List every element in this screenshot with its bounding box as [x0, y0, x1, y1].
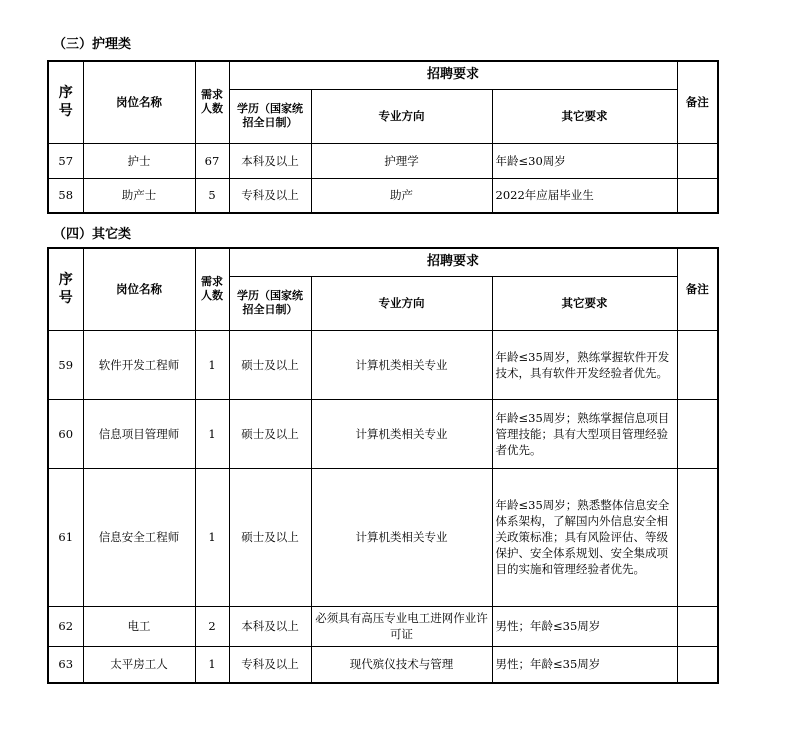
header-name: 岗位名称: [83, 61, 195, 143]
cell-name: 信息安全工程师: [83, 468, 195, 606]
cell-major: 计算机类相关专业: [311, 468, 492, 606]
cell-name: 助产士: [83, 178, 195, 213]
cell-other: 年龄≤35周岁；熟练掌握信息项目管理技能；具有大型项目管理经验者优先。: [492, 399, 677, 468]
cell-major: 护理学: [311, 143, 492, 178]
cell-name: 护士: [83, 143, 195, 178]
cell-education: 硕士及以上: [229, 399, 311, 468]
cell-seq: 63: [48, 646, 83, 683]
cell-other: 2022年应届毕业生: [492, 178, 677, 213]
cell-seq: 60: [48, 399, 83, 468]
cell-education: 硕士及以上: [229, 468, 311, 606]
cell-count: 1: [195, 646, 229, 683]
cell-count: 5: [195, 178, 229, 213]
header-education: 学历（国家统招全日制）: [229, 276, 311, 330]
cell-count: 2: [195, 606, 229, 646]
header-major: 专业方向: [311, 276, 492, 330]
section-title-other: （四）其它类: [53, 227, 132, 242]
cell-seq: 57: [48, 143, 83, 178]
cell-name: 电工: [83, 606, 195, 646]
cell-name: 软件开发工程师: [83, 330, 195, 399]
header-requirements: 招聘要求: [229, 61, 677, 89]
cell-major: 计算机类相关专业: [311, 399, 492, 468]
cell-remark: [677, 143, 718, 178]
cell-seq: 58: [48, 178, 83, 213]
cell-remark: [677, 646, 718, 683]
cell-major: 必须具有高压专业电工进网作业许可证: [311, 606, 492, 646]
table-row: [48, 606, 718, 646]
header-count: 需求人数: [195, 61, 229, 143]
cell-name: 信息项目管理师: [83, 399, 195, 468]
header-seq: 序号: [48, 61, 83, 143]
header-education: 学历（国家统招全日制）: [229, 89, 311, 143]
cell-major: 助产: [311, 178, 492, 213]
cell-education: 本科及以上: [229, 143, 311, 178]
header-remark: 备注: [677, 248, 718, 330]
header-seq: 序号: [48, 248, 83, 330]
cell-major: 计算机类相关专业: [311, 330, 492, 399]
cell-education: 硕士及以上: [229, 330, 311, 399]
other-table: [47, 247, 719, 684]
table-row: [48, 178, 718, 213]
cell-count: 1: [195, 468, 229, 606]
cell-other: 男性；年龄≤35周岁: [492, 646, 677, 683]
cell-major: 现代殡仪技术与管理: [311, 646, 492, 683]
cell-remark: [677, 399, 718, 468]
table-row: [48, 143, 718, 178]
cell-other: 年龄≤35周岁；熟悉整体信息安全体系架构，了解国内外信息安全相关政策标准；具有风险评估、等级保护、安全体系规划、安全集成项目的实施和管理经验者优先。: [492, 468, 677, 606]
header-name: 岗位名称: [83, 248, 195, 330]
cell-remark: [677, 606, 718, 646]
nursing-table: [47, 60, 719, 214]
table-row: [48, 468, 718, 606]
cell-remark: [677, 330, 718, 399]
table-row: [48, 330, 718, 399]
cell-other: 年龄≤35周岁，熟练掌握软件开发技术，具有软件开发经验者优先。: [492, 330, 677, 399]
cell-seq: 59: [48, 330, 83, 399]
header-count: 需求人数: [195, 248, 229, 330]
cell-count: 1: [195, 399, 229, 468]
table-row: [48, 399, 718, 468]
header-major: 专业方向: [311, 89, 492, 143]
header-requirements: 招聘要求: [229, 248, 677, 276]
cell-education: 本科及以上: [229, 606, 311, 646]
cell-education: 专科及以上: [229, 178, 311, 213]
header-remark: 备注: [677, 61, 718, 143]
cell-count: 1: [195, 330, 229, 399]
cell-remark: [677, 468, 718, 606]
section-title-nursing: （三）护理类: [53, 37, 132, 52]
cell-other: 年龄≤30周岁: [492, 143, 677, 178]
cell-seq: 61: [48, 468, 83, 606]
cell-education: 专科及以上: [229, 646, 311, 683]
cell-remark: [677, 178, 718, 213]
header-other: 其它要求: [492, 276, 677, 330]
cell-other: 男性；年龄≤35周岁: [492, 606, 677, 646]
cell-count: 67: [195, 143, 229, 178]
table-row: [48, 646, 718, 683]
cell-seq: 62: [48, 606, 83, 646]
header-other: 其它要求: [492, 89, 677, 143]
cell-name: 太平房工人: [83, 646, 195, 683]
